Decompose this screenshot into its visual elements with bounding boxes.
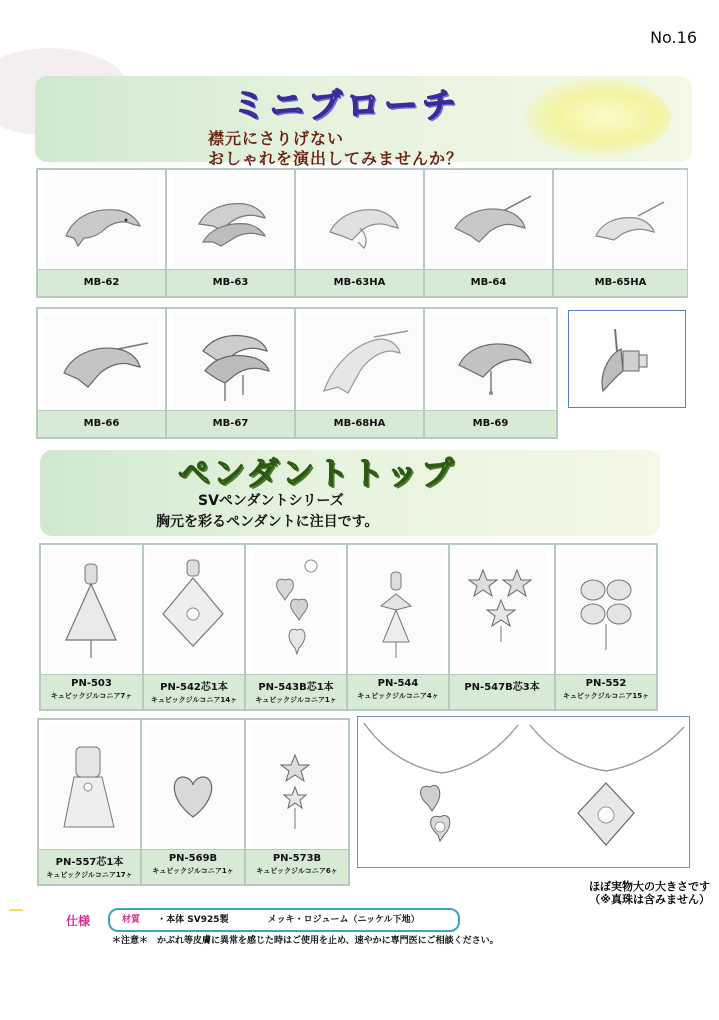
size-note-line: ほぼ実物大の大きさです: [589, 880, 710, 893]
product-code: PN-552: [585, 678, 627, 689]
necklace-icon: [358, 717, 689, 867]
product-desc: キュビックジルコニア1ヶ: [152, 867, 234, 875]
product-card-pn543b[interactable]: [245, 544, 347, 710]
product-image: [561, 550, 651, 673]
plating-text: メッキ・ロジューム（ニッケル下地）: [267, 915, 420, 925]
product-caption: [41, 674, 142, 709]
product-code: PN-547B芯3本: [464, 682, 540, 693]
double-dolphin-brooch-icon: [173, 176, 288, 268]
dolphin-brooch-icon: [44, 176, 159, 268]
product-card-mb67[interactable]: [166, 308, 295, 438]
product-image: [431, 315, 550, 409]
pin-back-icon: [569, 311, 685, 407]
product-caption: [39, 849, 140, 884]
product-card-mb65ha[interactable]: [553, 169, 688, 297]
product-card-pn503[interactable]: [40, 544, 143, 710]
dolphin-brooch-icon: [302, 176, 417, 268]
star-pendant-icon: [251, 725, 343, 848]
spec-pill: [108, 908, 460, 932]
dolphin-brooch-icon: [44, 315, 159, 409]
product-code: MB-67: [167, 410, 294, 437]
caution-note: ＊注意＊ かぶれ等皮膚に異常を感じた時はご使用を止め、速やかに専門医にご相談ください。: [112, 936, 499, 946]
double-dolphin-brooch-icon: [173, 315, 288, 409]
product-image: [44, 176, 159, 268]
pin-back-image: [568, 310, 686, 408]
material-body: ・本体 SV925製: [157, 915, 229, 925]
product-code: PN-573B: [272, 853, 322, 864]
dolphin-brooch-icon: [302, 315, 417, 409]
product-image: [149, 550, 239, 673]
product-image: [44, 315, 159, 409]
product-card-mb68ha[interactable]: [295, 308, 424, 438]
product-card-mb62[interactable]: [37, 169, 166, 297]
material-label: 材質: [122, 915, 141, 925]
product-code: PN-543B芯1本: [258, 682, 334, 693]
dolphin-brooch-icon: [431, 176, 546, 268]
product-card-pn569b[interactable]: [141, 719, 245, 885]
pendant-icon: [46, 550, 137, 673]
pendant-icon: [44, 725, 135, 848]
product-card-pn542[interactable]: [143, 544, 245, 710]
product-card-pn544[interactable]: [347, 544, 449, 710]
product-code: MB-68HA: [296, 410, 423, 437]
product-image: [302, 176, 417, 268]
product-code: MB-69: [425, 410, 556, 437]
product-image: [173, 315, 288, 409]
dolphin-brooch-icon: [431, 315, 550, 409]
product-card-pn547b[interactable]: [449, 544, 555, 710]
product-caption: [556, 674, 656, 709]
product-desc: キュビックジルコニア14ヶ: [150, 696, 238, 704]
product-image: [455, 550, 549, 673]
product-code: PN-542芯1本: [160, 682, 228, 693]
product-code: MB-65HA: [554, 269, 687, 296]
product-code: PN-557芯1本: [55, 857, 124, 868]
clover-pendant-icon: [561, 550, 651, 673]
product-image: [302, 315, 417, 409]
product-caption: [144, 674, 244, 709]
product-code: MB-66: [38, 410, 165, 437]
product-desc: キュビックジルコニア1ヶ: [255, 696, 337, 704]
product-code: MB-62: [38, 269, 165, 296]
product-code: MB-64: [425, 269, 552, 296]
product-card-mb64[interactable]: [424, 169, 553, 297]
product-image: [46, 550, 137, 673]
product-card-mb66[interactable]: [37, 308, 166, 438]
product-image: [251, 550, 341, 673]
dolphin-brooch-icon: [560, 176, 681, 268]
section1-subtitle-line1: 襟元にさりげない: [208, 129, 345, 148]
product-caption: [348, 674, 448, 709]
necklace-photo: [357, 716, 690, 868]
product-caption: [142, 849, 244, 884]
product-image: [147, 725, 239, 848]
product-card-mb63[interactable]: [166, 169, 295, 297]
pendant-icon: [251, 550, 341, 673]
size-note: [520, 880, 710, 906]
section1-title: ミニブローチ: [232, 86, 460, 126]
pendant-icon: [149, 550, 239, 673]
product-code: PN-503: [71, 678, 112, 689]
pendant-icon: [353, 550, 443, 673]
product-card-pn573b[interactable]: [245, 719, 349, 885]
product-card-mb63ha[interactable]: [295, 169, 424, 297]
product-card-pn552[interactable]: [555, 544, 657, 710]
product-code: PN-569B: [168, 853, 218, 864]
section2-subtitle-line1: SVペンダントシリーズ: [198, 493, 344, 509]
section2-subtitle-line2: 胸元を彩るペンダントに注目です。: [156, 514, 379, 530]
product-image: [560, 176, 681, 268]
product-image: [173, 176, 288, 268]
product-desc: キュビックジルコニア4ヶ: [357, 692, 439, 700]
heart-pendant-icon: [147, 725, 239, 848]
product-caption: [450, 674, 554, 709]
product-desc: キュビックジルコニア17ヶ: [46, 871, 133, 879]
section1-subtitle-line2: おしゃれを演出してみませんか？: [208, 149, 464, 168]
product-image: [431, 176, 546, 268]
product-image: [251, 725, 343, 848]
product-desc: キュビックジルコニア15ヶ: [562, 692, 650, 700]
product-desc: キュビックジルコニア6ヶ: [256, 867, 338, 875]
product-desc: キュビックジルコニア7ヶ: [50, 692, 133, 700]
star-pendant-icon: [455, 550, 549, 673]
product-code: MB-63HA: [296, 269, 423, 296]
pearl-note-line: （※真珠は含みません）: [589, 893, 710, 906]
decorative-glow: [525, 78, 671, 156]
product-card-mb69[interactable]: [424, 308, 557, 438]
product-caption: [246, 674, 346, 709]
product-caption: [246, 849, 348, 884]
decorative-dash: [9, 909, 23, 911]
product-image: [353, 550, 443, 673]
product-code: MB-63: [167, 269, 294, 296]
product-code: PN-544: [377, 678, 419, 689]
section2-title: ペンダントトップ: [178, 454, 457, 492]
page-number: No.16: [650, 28, 697, 47]
product-card-pn557[interactable]: [38, 719, 141, 885]
product-image: [44, 725, 135, 848]
spec-label: 仕様: [66, 914, 91, 928]
